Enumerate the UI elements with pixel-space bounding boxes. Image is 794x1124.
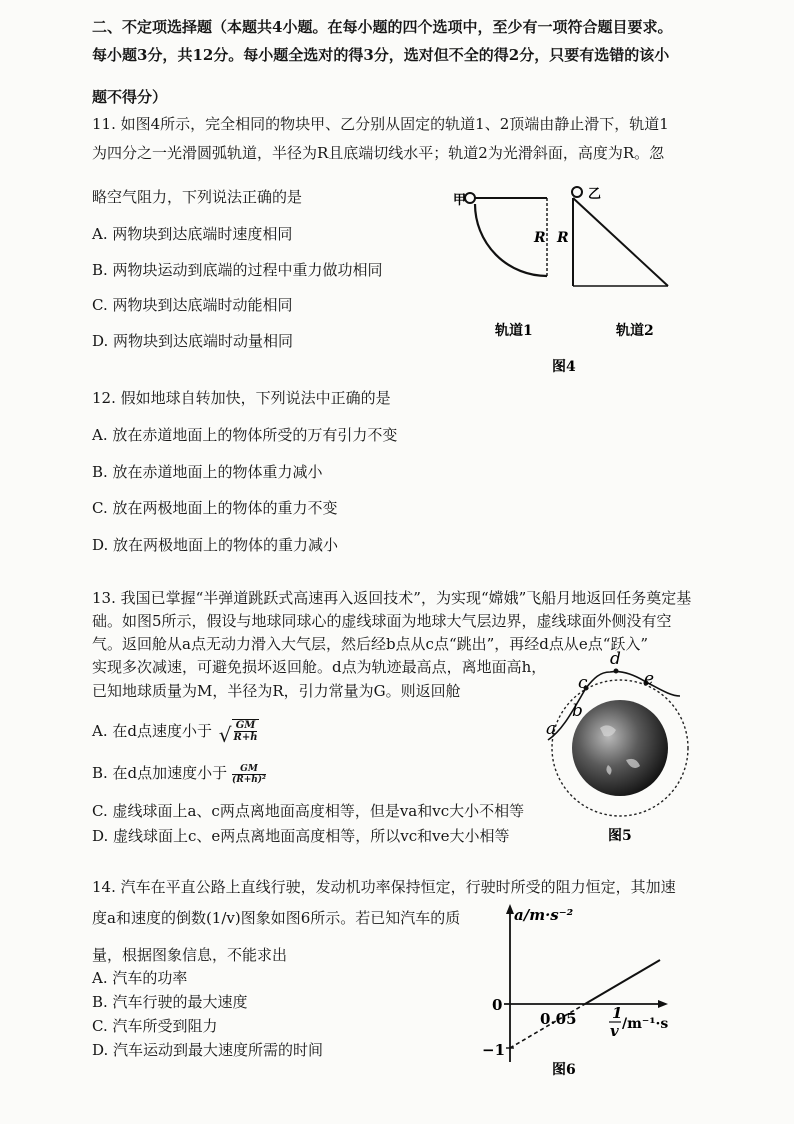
q12-option-d: D. 放在两极地面上的物体的重力减小 — [92, 536, 339, 554]
point-c: c — [578, 673, 588, 693]
q11-stem-line3: 略空气阻力，下列说法正确的是 — [92, 188, 303, 206]
label-jia: 甲 — [453, 193, 467, 208]
point-b: b — [572, 701, 583, 721]
x-axis-denominator: v — [610, 1022, 619, 1040]
q14-stem-line2: 度a和速度的倒数(1/v)图象如图6所示。若已知汽车的质 — [92, 909, 461, 927]
q12-stem: 12. 假如地球自转加快，下列说法中正确的是 — [92, 389, 391, 407]
q14-option-c: C. 汽车所受到阻力 — [92, 1017, 218, 1035]
q13-stem-line5: 已知地球质量为M，半径为R，引力常量为G。则返回舱 — [92, 682, 461, 700]
q14-stem-line3: 量，根据图象信息，不能求出 — [92, 946, 288, 964]
label-r-track2: R — [557, 230, 569, 246]
graph-line-segment — [585, 960, 660, 1004]
x-axis-unit: /m⁻¹·s — [622, 1016, 669, 1032]
q13-option-b — [92, 763, 266, 785]
q13-stem-line3: 气。返回舱从a点无动力滑入大气层，然后经b点从c点“跳出”，再经d点从e点“跃入” — [92, 635, 649, 653]
q13-option-a — [92, 719, 259, 745]
q14-option-d: D. 汽车运动到最大速度所需的时间 — [92, 1041, 324, 1059]
q13-option-d: D. 虚线球面上c、e两点离地面高度相等，所以vc和ve大小相等 — [92, 827, 510, 845]
q11-stem-line2: 为四分之一光滑圆弧轨道，半径为R且底端切线水平；轨道2为光滑斜面，高度为R。忽 — [92, 144, 665, 162]
label-r-track1: R — [534, 230, 546, 246]
block-jia — [465, 193, 475, 203]
q13-stem-line4: 实现多次减速，可避免损坏返回舱。d点为轨迹最高点，离地面高h， — [92, 658, 547, 676]
q13-stem-line1: 13. 我国已掌握“半弹道跳跃式高速再入返回技术”，为实现“嫦娥”飞船月地返回任务奠定基 — [92, 589, 692, 607]
q14-stem-line1: 14. 汽车在平直公路上直线行驶，发动机功率保持恒定，行驶时所受的阻力恒定，其加速 — [92, 878, 676, 896]
figure-6-caption: 图6 — [552, 1062, 576, 1078]
q13-option-b-den: (R+h)² — [231, 774, 266, 785]
point-d: d — [610, 650, 621, 669]
figure-6-graph — [470, 900, 700, 1080]
track2-incline — [573, 198, 668, 286]
label-yi: 乙 — [588, 187, 602, 202]
point-e: e — [644, 669, 655, 689]
q11-option-d: D. 两物块到达底端时动量相同 — [92, 332, 294, 350]
section-heading-line2: 每小题3分，共12分。每小题全选对的得3分，选对但不全的得2分，只要有选错的该小 — [92, 46, 670, 64]
q12-option-c: C. 放在两极地面上的物体的重力不变 — [92, 499, 338, 517]
section-heading-line3: 题不得分） — [92, 88, 168, 106]
section-heading-line1: 二、不定项选择题（本题共4小题。在每小题的四个选项中，至少有一项符合题目要求。 — [92, 18, 673, 36]
figure-5-earth — [538, 650, 708, 855]
earth — [572, 700, 668, 796]
q13-option-a-num: GM — [234, 720, 258, 732]
q12-option-b: B. 放在赤道地面上的物体重力减小 — [92, 463, 323, 481]
figure-4-caption: 图4 — [552, 359, 576, 375]
q13-option-b-text: B. 在d点加速度小于 — [92, 764, 228, 782]
figure-4-tracks — [440, 178, 690, 378]
x-axis-numerator: 1 — [612, 1004, 623, 1022]
figure-5-caption: 图5 — [608, 828, 632, 844]
q11-option-b: B. 两物块运动到底端的过程中重力做功相同 — [92, 261, 383, 279]
x-tick-label: 0.05 — [540, 1010, 577, 1028]
block-yi — [572, 187, 582, 197]
q12-option-a: A. 放在赤道地面上的物体所受的万有引力不变 — [92, 426, 398, 444]
q13-option-c: C. 虚线球面上a、c两点离地面高度相等，但是va和vc大小不相等 — [92, 802, 525, 820]
q14-option-b: B. 汽车行驶的最大速度 — [92, 993, 248, 1011]
origin-label: 0 — [492, 996, 503, 1014]
label-track1: 轨道1 — [495, 323, 533, 339]
q11-option-c: C. 两物块到达底端时动能相同 — [92, 296, 293, 314]
q13-stem-line2: 础。如图5所示，假设与地球同球心的虚线球面为地球大气层边界，虚线球面外侧没有空 — [92, 612, 672, 630]
q13-option-b-fraction — [232, 764, 266, 785]
q11-option-a: A. 两物块到达底端时速度相同 — [92, 225, 293, 243]
q13-option-b-num: GM — [232, 764, 266, 775]
point-a: a — [546, 719, 557, 739]
label-track2: 轨道2 — [616, 323, 654, 339]
q13-option-a-text: A. 在d点速度小于 — [92, 722, 212, 740]
q13-option-a-sqrt: √ $\frac{GM}{R+h}$ — [218, 720, 258, 747]
q11-stem-line1: 11. 如图4所示，完全相同的物块甲、乙分别从固定的轨道1、2顶端由静止滑下，轨道1 — [92, 115, 669, 133]
y-tick-label: −1 — [482, 1041, 506, 1059]
q14-option-a: A. 汽车的功率 — [92, 969, 188, 987]
q13-option-a-den: R+h — [233, 732, 258, 743]
y-axis-label: a/m·s⁻² — [514, 906, 574, 924]
